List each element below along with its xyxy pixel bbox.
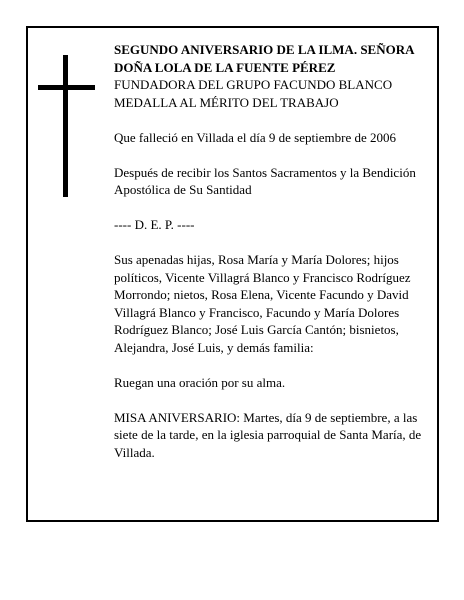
founder-title: FUNDADORA DEL GRUPO FACUNDO BLANCO (114, 77, 393, 92)
family-text: Sus apenadas hijas, Rosa María y María Dolores; hijos políticos, Vicente Villagrá Blanco y Francisco Rodríguez Morrondo; nietos, Rosa Elena, Vicente Facundo y David Villagrá Blanco y Francisco, Facundo y María Dolores Rodríguez Blanco; José Luis García Cantón; bisnietos, Alejandra, José Luis, y demás familia: (114, 252, 411, 355)
prayer-request: Ruegan una oración por su alma. (114, 374, 286, 390)
rip-text: ---- D. E. P. ---- (114, 217, 195, 232)
obituary-text (114, 41, 426, 461)
deceased-name: DOÑA LOLA DE LA FUENTE PÉREZ (114, 59, 336, 75)
anniversary-heading: SEGUNDO ANIVERSARIO DE LA ILMA. SEÑORA (114, 42, 415, 57)
cross-horizontal-bar (38, 85, 95, 90)
sacraments-text: Después de recibir los Santos Sacramentos y la Bendición Apostólica de Su Santidad (114, 164, 416, 197)
medal-title: MEDALLA AL MÉRITO DEL TRABAJO (114, 94, 339, 110)
death-info: Que falleció en Villada el día 9 de septiembre de 2006 (114, 129, 396, 145)
cross-vertical-bar (63, 55, 68, 197)
mass-info: MISA ANIVERSARIO: Martes, día 9 de septiembre, a las siete de la tarde, en la iglesia parroquial de Santa María, de Villada. (114, 409, 422, 460)
